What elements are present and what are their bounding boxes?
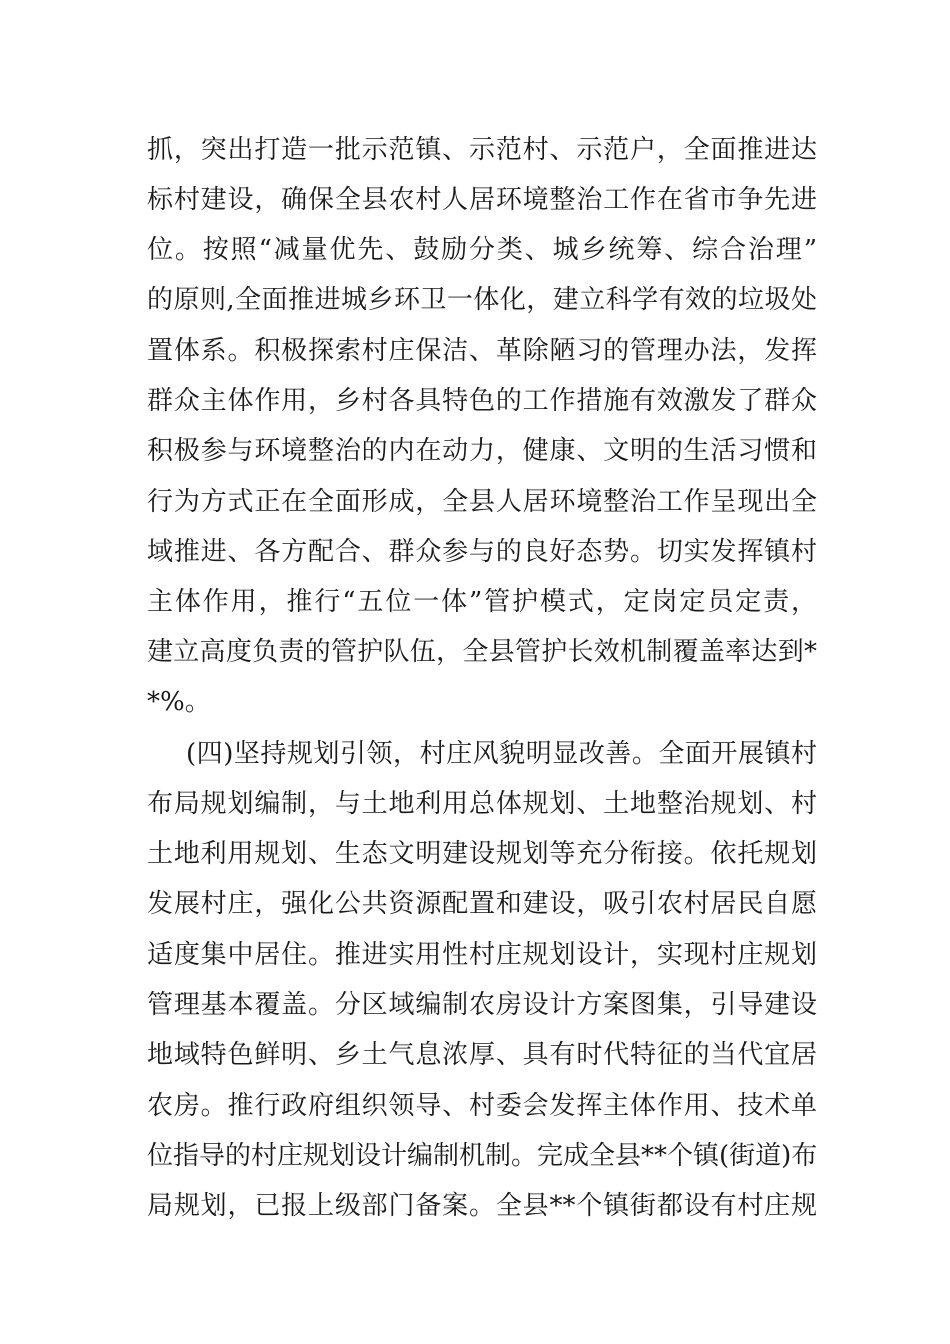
- text-line: 域推进、各方配合、群众参与的良好态势。切实发挥镇村: [147, 537, 817, 567]
- text-line: 农房。推行政府组织领导、村委会发挥主体作用、技术单: [147, 1091, 817, 1121]
- text-line: 积极参与环境整治的内在动力，健康、文明的生活习惯和: [147, 436, 817, 466]
- text-line: 管理基本覆盖。分区域编制农房设计方案图集，引导建设: [147, 990, 817, 1020]
- text-line: 适度集中居住。推进实用性村庄规划设计，实现村庄规划: [147, 940, 817, 970]
- text-line: 群众主体作用，乡村各具特色的工作措施有效激发了群众: [147, 386, 817, 416]
- text-line: 发展村庄，强化公共资源配置和建设，吸引农村居民自愿: [147, 889, 817, 919]
- text-line: 行为方式正在全面形成，全县人居环境整治工作呈现出全: [147, 487, 817, 517]
- text-line: 位。按照“减量优先、鼓励分类、城乡统筹、综合治理”: [147, 235, 817, 265]
- text-line: 抓，突出打造一批示范镇、示范村、示范户，全面推进达: [147, 135, 817, 165]
- text-line: 地域特色鲜明、乡土气息浓厚、具有时代特征的当代宜居: [147, 1040, 817, 1070]
- text-line: 位指导的村庄规划设计编制机制。完成全县**个镇(街道)布: [147, 1141, 818, 1171]
- section-heading-line: (四)坚持规划引领，村庄风貌明显改善。全面开展镇村: [186, 739, 817, 769]
- text-line: 主体作用，推行“五位一体”管护模式，定岗定员定责，: [147, 587, 817, 617]
- text-line: 布局规划编制，与土地利用总体规划、土地整治规划、村: [147, 789, 817, 819]
- text-line: 的原则,全面推进城乡环卫一体化，建立科学有效的垃圾处: [147, 285, 817, 315]
- text-line: 局规划，已报上级部门备案。全县**个镇街都设有村庄规: [147, 1191, 817, 1221]
- text-line: 土地利用规划、生态文明建设规划等充分衔接。依托规划: [147, 839, 817, 869]
- text-line: *%。: [147, 687, 211, 717]
- text-line: 置体系。积极探索村庄保洁、革除陋习的管理办法，发挥: [147, 336, 817, 366]
- text-line: 建立高度负责的管护队伍，全县管护长效机制覆盖率达到*: [147, 637, 817, 667]
- text-line: 标村建设，确保全县农村人居环境整治工作在省市争先进: [147, 185, 817, 215]
